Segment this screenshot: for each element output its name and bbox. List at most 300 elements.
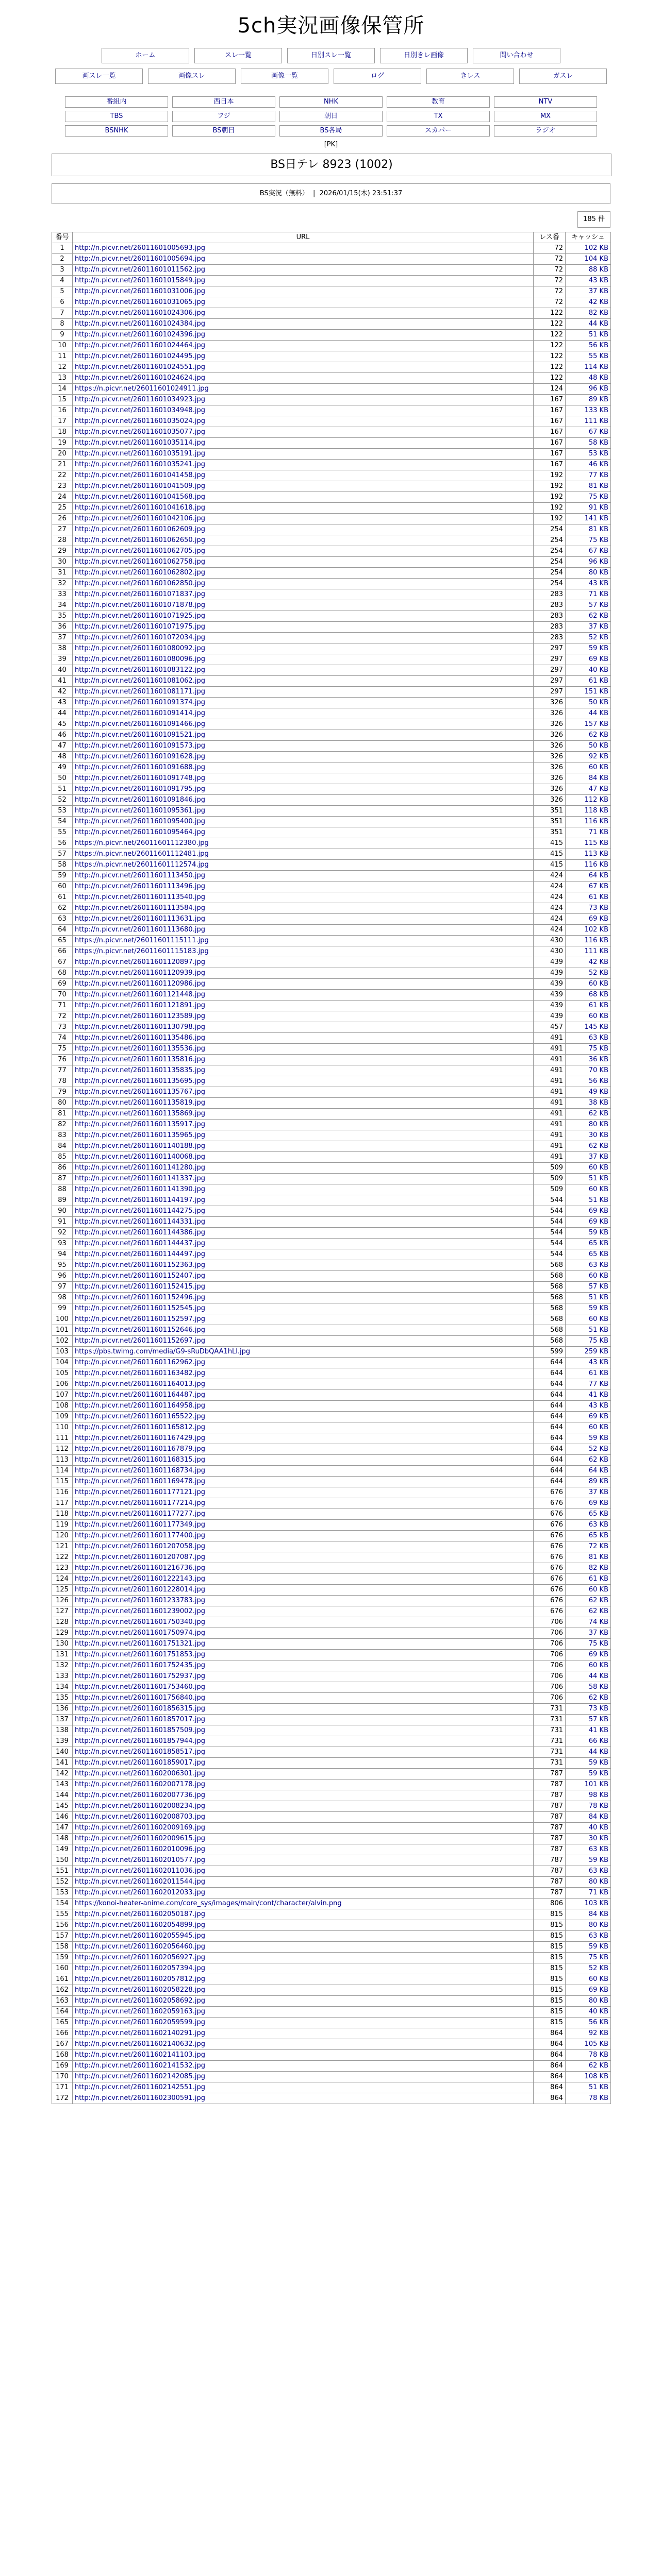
image-url-link[interactable]: http://n.picvr.net/26011601162962.jpg	[75, 1359, 205, 1366]
cache-link[interactable]: 62 KB	[588, 1597, 608, 1604]
cache-link[interactable]: 75 KB	[588, 1640, 608, 1648]
image-url-link[interactable]: http://n.picvr.net/26011602011036.jpg	[75, 1867, 205, 1875]
cache-link[interactable]: 145 KB	[584, 1023, 608, 1031]
nav-secondary-item[interactable]: 画像一覧	[241, 69, 328, 84]
cache-link[interactable]: 61 KB	[588, 1575, 608, 1583]
image-url-link[interactable]: http://n.picvr.net/26011601222143.jpg	[75, 1575, 205, 1583]
cache-link[interactable]: 67 KB	[588, 547, 608, 555]
cache-link[interactable]: 51 KB	[588, 1294, 608, 1301]
cache-link[interactable]: 61 KB	[588, 893, 608, 901]
image-url-link[interactable]: http://n.picvr.net/26011602059599.jpg	[75, 2019, 205, 2026]
image-url-link[interactable]: http://n.picvr.net/26011601858517.jpg	[75, 1748, 205, 1756]
image-url-link[interactable]: http://n.picvr.net/26011601091573.jpg	[75, 742, 205, 750]
channel-link[interactable]: BSNHK	[65, 125, 168, 137]
nav-secondary-item[interactable]: 画スレ一覧	[55, 69, 143, 84]
image-url-link[interactable]: http://n.picvr.net/26011602009615.jpg	[75, 1835, 205, 1842]
cache-link[interactable]: 47 KB	[588, 785, 608, 793]
image-url-link[interactable]: http://n.picvr.net/26011601024464.jpg	[75, 342, 205, 349]
image-url-link[interactable]: http://n.picvr.net/26011601144437.jpg	[75, 1240, 205, 1247]
image-url-link[interactable]: https://n.picvr.net/26011601115111.jpg	[75, 937, 209, 944]
channel-link[interactable]: 番組内	[65, 96, 168, 108]
image-url-link[interactable]: http://n.picvr.net/26011601041458.jpg	[75, 471, 205, 479]
channel-link[interactable]: スカパー	[387, 125, 490, 137]
image-url-link[interactable]: http://n.picvr.net/26011601113496.jpg	[75, 883, 205, 890]
image-url-link[interactable]: http://n.picvr.net/26011601062850.jpg	[75, 580, 205, 587]
image-url-link[interactable]: http://n.picvr.net/26011602011544.jpg	[75, 1878, 205, 1886]
cache-link[interactable]: 116 KB	[584, 937, 608, 944]
image-url-link[interactable]: http://n.picvr.net/26011601121448.jpg	[75, 991, 205, 998]
cache-link[interactable]: 69 KB	[588, 1207, 608, 1215]
cache-link[interactable]: 92 KB	[588, 2029, 608, 2037]
image-url-link[interactable]: http://n.picvr.net/26011601015849.jpg	[75, 277, 205, 284]
image-url-link[interactable]: http://n.picvr.net/26011601144275.jpg	[75, 1207, 205, 1215]
image-url-link[interactable]: http://n.picvr.net/26011601168315.jpg	[75, 1456, 205, 1464]
image-url-link[interactable]: http://n.picvr.net/26011601857944.jpg	[75, 1737, 205, 1745]
cache-link[interactable]: 30 KB	[588, 1131, 608, 1139]
image-url-link[interactable]: http://n.picvr.net/26011601035241.jpg	[75, 461, 205, 468]
cache-link[interactable]: 71 KB	[588, 828, 608, 836]
image-url-link[interactable]: http://n.picvr.net/26011601113584.jpg	[75, 904, 205, 912]
image-url-link[interactable]: http://n.picvr.net/26011601081062.jpg	[75, 677, 205, 685]
image-url-link[interactable]: http://n.picvr.net/26011602059163.jpg	[75, 2008, 205, 2015]
cache-link[interactable]: 55 KB	[588, 352, 608, 360]
image-url-link[interactable]: http://n.picvr.net/26011601144497.jpg	[75, 1250, 205, 1258]
cache-link[interactable]: 80 KB	[588, 1121, 608, 1128]
cache-link[interactable]: 84 KB	[588, 774, 608, 782]
image-url-link[interactable]: http://n.picvr.net/26011601080092.jpg	[75, 645, 205, 652]
cache-link[interactable]: 72 KB	[588, 1543, 608, 1550]
cache-link[interactable]: 50 KB	[588, 699, 608, 706]
cache-link[interactable]: 259 KB	[584, 1348, 608, 1355]
image-url-link[interactable]: http://n.picvr.net/26011601135695.jpg	[75, 1077, 205, 1085]
cache-link[interactable]: 89 KB	[588, 396, 608, 403]
cache-link[interactable]: 59 KB	[588, 1434, 608, 1442]
cache-link[interactable]: 101 KB	[584, 1781, 608, 1788]
cache-link[interactable]: 60 KB	[588, 1315, 608, 1323]
cache-link[interactable]: 67 KB	[588, 428, 608, 436]
cache-link[interactable]: 53 KB	[588, 450, 608, 457]
cache-link[interactable]: 66 KB	[588, 1737, 608, 1745]
image-url-link[interactable]: http://n.picvr.net/26011601091846.jpg	[75, 796, 205, 804]
image-url-link[interactable]: http://n.picvr.net/26011601041509.jpg	[75, 482, 205, 490]
cache-link[interactable]: 60 KB	[588, 1012, 608, 1020]
image-url-link[interactable]: http://n.picvr.net/26011601091374.jpg	[75, 699, 205, 706]
image-url-link[interactable]: http://n.picvr.net/26011601024396.jpg	[75, 331, 205, 338]
cache-link[interactable]: 60 KB	[588, 1662, 608, 1669]
image-url-link[interactable]: http://n.picvr.net/26011601035077.jpg	[75, 428, 205, 436]
image-url-link[interactable]: http://n.picvr.net/26011601177121.jpg	[75, 1488, 205, 1496]
nav-primary-item[interactable]: 問い合わせ	[473, 48, 560, 63]
cache-link[interactable]: 69 KB	[588, 1986, 608, 1994]
cache-link[interactable]: 43 KB	[588, 277, 608, 284]
cache-link[interactable]: 52 KB	[588, 969, 608, 977]
image-url-link[interactable]: http://n.picvr.net/26011601113680.jpg	[75, 926, 205, 934]
cache-link[interactable]: 44 KB	[588, 1748, 608, 1756]
cache-link[interactable]: 51 KB	[588, 1326, 608, 1334]
cache-link[interactable]: 89 KB	[588, 1478, 608, 1485]
image-url-link[interactable]: http://n.picvr.net/26011601042106.jpg	[75, 515, 205, 522]
image-url-link[interactable]: http://n.picvr.net/26011601756840.jpg	[75, 1694, 205, 1702]
image-url-link[interactable]: http://n.picvr.net/26011601177214.jpg	[75, 1499, 205, 1507]
cache-link[interactable]: 52 KB	[588, 634, 608, 641]
cache-link[interactable]: 118 KB	[584, 807, 608, 815]
image-url-link[interactable]: http://n.picvr.net/26011602056927.jpg	[75, 1954, 205, 1961]
channel-link[interactable]: TX	[387, 111, 490, 122]
cache-link[interactable]: 36 KB	[588, 1056, 608, 1063]
image-url-link[interactable]: http://n.picvr.net/26011602055945.jpg	[75, 1932, 205, 1940]
image-url-link[interactable]: http://n.picvr.net/26011601091466.jpg	[75, 720, 205, 728]
image-url-link[interactable]: http://n.picvr.net/26011601177277.jpg	[75, 1510, 205, 1518]
cache-link[interactable]: 71 KB	[588, 590, 608, 598]
image-url-link[interactable]: http://n.picvr.net/26011601041618.jpg	[75, 504, 205, 512]
image-url-link[interactable]: http://n.picvr.net/26011601152545.jpg	[75, 1304, 205, 1312]
channel-link[interactable]: 教育	[387, 96, 490, 108]
cache-link[interactable]: 40 KB	[588, 1824, 608, 1832]
image-url-link[interactable]: http://n.picvr.net/26011601152496.jpg	[75, 1294, 205, 1301]
cache-link[interactable]: 58 KB	[588, 439, 608, 447]
image-url-link[interactable]: http://n.picvr.net/26011601135965.jpg	[75, 1131, 205, 1139]
cache-link[interactable]: 151 KB	[584, 688, 608, 696]
image-url-link[interactable]: http://n.picvr.net/26011602058692.jpg	[75, 1997, 205, 2005]
cache-link[interactable]: 57 KB	[588, 1716, 608, 1723]
cache-link[interactable]: 43 KB	[588, 1402, 608, 1410]
image-url-link[interactable]: http://n.picvr.net/26011601751853.jpg	[75, 1651, 205, 1658]
cache-link[interactable]: 37 KB	[588, 1153, 608, 1161]
cache-link[interactable]: 81 KB	[588, 482, 608, 490]
image-url-link[interactable]: http://n.picvr.net/26011601091628.jpg	[75, 753, 205, 760]
image-url-link[interactable]: http://n.picvr.net/26011601113450.jpg	[75, 872, 205, 879]
cache-link[interactable]: 88 KB	[588, 266, 608, 274]
channel-link[interactable]: BS朝日	[172, 125, 275, 137]
cache-link[interactable]: 96 KB	[588, 558, 608, 566]
image-url-link[interactable]: http://n.picvr.net/26011601062758.jpg	[75, 558, 205, 566]
image-url-link[interactable]: http://n.picvr.net/26011602054899.jpg	[75, 1921, 205, 1929]
image-url-link[interactable]: http://n.picvr.net/26011602141103.jpg	[75, 2051, 205, 2059]
cache-link[interactable]: 75 KB	[588, 493, 608, 501]
cache-link[interactable]: 104 KB	[584, 255, 608, 263]
cache-link[interactable]: 62 KB	[588, 731, 608, 739]
cache-link[interactable]: 63 KB	[588, 1521, 608, 1529]
cache-link[interactable]: 60 KB	[588, 980, 608, 988]
image-url-link[interactable]: https://n.picvr.net/26011601112380.jpg	[75, 839, 209, 847]
cache-link[interactable]: 64 KB	[588, 872, 608, 879]
image-url-link[interactable]: http://n.picvr.net/26011601141337.jpg	[75, 1175, 205, 1182]
cache-link[interactable]: 43 KB	[588, 580, 608, 587]
image-url-link[interactable]: http://n.picvr.net/26011601207087.jpg	[75, 1553, 205, 1561]
image-url-link[interactable]: http://n.picvr.net/26011601005694.jpg	[75, 255, 205, 263]
image-url-link[interactable]: http://n.picvr.net/26011601135767.jpg	[75, 1088, 205, 1096]
image-url-link[interactable]: http://n.picvr.net/26011602007736.jpg	[75, 1791, 205, 1799]
image-url-link[interactable]: https://n.picvr.net/26011601112481.jpg	[75, 850, 209, 858]
cache-link[interactable]: 84 KB	[588, 1910, 608, 1918]
image-url-link[interactable]: http://n.picvr.net/26011601071925.jpg	[75, 612, 205, 620]
channel-link[interactable]: ラジオ	[494, 125, 597, 137]
image-url-link[interactable]: http://n.picvr.net/26011601091521.jpg	[75, 731, 205, 739]
cache-link[interactable]: 51 KB	[588, 331, 608, 338]
image-url-link[interactable]: http://n.picvr.net/26011601135536.jpg	[75, 1045, 205, 1053]
image-url-link[interactable]: http://n.picvr.net/26011601123589.jpg	[75, 1012, 205, 1020]
cache-link[interactable]: 80 KB	[588, 1878, 608, 1886]
image-url-link[interactable]: http://n.picvr.net/26011601750974.jpg	[75, 1629, 205, 1637]
image-url-link[interactable]: http://n.picvr.net/26011601062705.jpg	[75, 547, 205, 555]
image-url-link[interactable]: http://n.picvr.net/26011601164958.jpg	[75, 1402, 205, 1410]
nav-primary-item[interactable]: ホーム	[102, 48, 189, 63]
channel-link[interactable]: NTV	[494, 96, 597, 108]
image-url-link[interactable]: http://n.picvr.net/26011602142085.jpg	[75, 2073, 205, 2080]
image-url-link[interactable]: https://n.picvr.net/26011601112574.jpg	[75, 861, 209, 869]
cache-link[interactable]: 64 KB	[588, 1467, 608, 1475]
image-url-link[interactable]: http://n.picvr.net/26011601177400.jpg	[75, 1532, 205, 1539]
cache-link[interactable]: 81 KB	[588, 526, 608, 533]
cache-link[interactable]: 112 KB	[584, 796, 608, 804]
image-url-link[interactable]: http://n.picvr.net/26011601152597.jpg	[75, 1315, 205, 1323]
cache-link[interactable]: 60 KB	[588, 1975, 608, 1983]
cache-link[interactable]: 80 KB	[588, 569, 608, 577]
cache-link[interactable]: 48 KB	[588, 374, 608, 382]
image-url-link[interactable]: https://pbs.twimg.com/media/G9-sRuDbQAA1hLl.jpg	[75, 1348, 251, 1355]
image-url-link[interactable]: http://n.picvr.net/26011601165812.jpg	[75, 1423, 205, 1431]
cache-link[interactable]: 73 KB	[588, 904, 608, 912]
image-url-link[interactable]: http://n.picvr.net/26011601113631.jpg	[75, 915, 205, 923]
cache-link[interactable]: 61 KB	[588, 1369, 608, 1377]
cache-link[interactable]: 49 KB	[588, 1088, 608, 1096]
cache-link[interactable]: 116 KB	[584, 818, 608, 825]
cache-link[interactable]: 62 KB	[588, 1607, 608, 1615]
image-url-link[interactable]: http://n.picvr.net/26011601857509.jpg	[75, 1726, 205, 1734]
cache-link[interactable]: 51 KB	[588, 2083, 608, 2091]
cache-link[interactable]: 74 KB	[588, 1618, 608, 1626]
cache-link[interactable]: 59 KB	[588, 1304, 608, 1312]
image-url-link[interactable]: http://n.picvr.net/26011601167429.jpg	[75, 1434, 205, 1442]
cache-link[interactable]: 103 KB	[584, 1900, 608, 1907]
cache-link[interactable]: 111 KB	[584, 417, 608, 425]
image-url-link[interactable]: http://n.picvr.net/26011601035114.jpg	[75, 439, 205, 447]
image-url-link[interactable]: http://n.picvr.net/26011602140291.jpg	[75, 2029, 205, 2037]
channel-link[interactable]: BS各局	[279, 125, 383, 137]
cache-link[interactable]: 38 KB	[588, 1099, 608, 1107]
cache-link[interactable]: 58 KB	[588, 1683, 608, 1691]
cache-link[interactable]: 78 KB	[588, 1802, 608, 1810]
image-url-link[interactable]: http://n.picvr.net/26011601062802.jpg	[75, 569, 205, 577]
cache-link[interactable]: 52 KB	[588, 1445, 608, 1453]
image-url-link[interactable]: http://n.picvr.net/26011601035191.jpg	[75, 450, 205, 457]
cache-link[interactable]: 102 KB	[584, 244, 608, 252]
cache-link[interactable]: 62 KB	[588, 2062, 608, 2070]
cache-link[interactable]: 56 KB	[588, 1077, 608, 1085]
image-url-link[interactable]: http://n.picvr.net/26011601164487.jpg	[75, 1391, 205, 1399]
image-url-link[interactable]: http://n.picvr.net/26011602142551.jpg	[75, 2083, 205, 2091]
image-url-link[interactable]: http://n.picvr.net/26011601091795.jpg	[75, 785, 205, 793]
cache-link[interactable]: 81 KB	[588, 1553, 608, 1561]
cache-link[interactable]: 65 KB	[588, 1510, 608, 1518]
image-url-link[interactable]: http://n.picvr.net/26011601120939.jpg	[75, 969, 205, 977]
pk-link[interactable]: [PK]	[324, 141, 338, 148]
cache-link[interactable]: 92 KB	[588, 753, 608, 760]
image-url-link[interactable]: http://n.picvr.net/26011601095400.jpg	[75, 818, 205, 825]
image-url-link[interactable]: http://n.picvr.net/26011601752937.jpg	[75, 1672, 205, 1680]
board-label[interactable]: BS実況（無料）	[259, 190, 309, 197]
image-url-link[interactable]: http://n.picvr.net/26011601859017.jpg	[75, 1759, 205, 1767]
cache-link[interactable]: 116 KB	[584, 861, 608, 869]
cache-link[interactable]: 69 KB	[588, 1499, 608, 1507]
cache-link[interactable]: 60 KB	[588, 1164, 608, 1172]
image-url-link[interactable]: http://n.picvr.net/26011602007178.jpg	[75, 1781, 205, 1788]
image-url-link[interactable]: http://n.picvr.net/26011602008234.jpg	[75, 1802, 205, 1810]
channel-link[interactable]: MX	[494, 111, 597, 122]
image-url-link[interactable]: http://n.picvr.net/26011601152697.jpg	[75, 1337, 205, 1345]
cache-link[interactable]: 59 KB	[588, 645, 608, 652]
cache-link[interactable]: 50 KB	[588, 742, 608, 750]
cache-link[interactable]: 75 KB	[588, 536, 608, 544]
image-url-link[interactable]: http://n.picvr.net/26011602006301.jpg	[75, 1770, 205, 1777]
image-url-link[interactable]: http://n.picvr.net/26011601041568.jpg	[75, 493, 205, 501]
image-url-link[interactable]: http://n.picvr.net/26011601141390.jpg	[75, 1185, 205, 1193]
image-url-link[interactable]: http://n.picvr.net/26011601011562.jpg	[75, 266, 205, 274]
nav-secondary-item[interactable]: きレス	[426, 69, 514, 84]
cache-link[interactable]: 80 KB	[588, 1921, 608, 1929]
cache-link[interactable]: 69 KB	[588, 1218, 608, 1226]
cache-link[interactable]: 62 KB	[588, 1456, 608, 1464]
image-url-link[interactable]: http://n.picvr.net/26011601031006.jpg	[75, 287, 205, 295]
cache-link[interactable]: 42 KB	[588, 958, 608, 966]
image-url-link[interactable]: http://n.picvr.net/26011601080096.jpg	[75, 655, 205, 663]
cache-link[interactable]: 57 KB	[588, 1283, 608, 1291]
image-url-link[interactable]: http://n.picvr.net/26011601081171.jpg	[75, 688, 205, 696]
channel-link[interactable]: 西日本	[172, 96, 275, 108]
cache-link[interactable]: 40 KB	[588, 2008, 608, 2015]
cache-link[interactable]: 59 KB	[588, 1856, 608, 1864]
image-url-link[interactable]: http://n.picvr.net/26011602008703.jpg	[75, 1813, 205, 1821]
cache-link[interactable]: 63 KB	[588, 1845, 608, 1853]
image-url-link[interactable]: http://n.picvr.net/26011601164013.jpg	[75, 1380, 205, 1388]
cache-link[interactable]: 65 KB	[588, 1250, 608, 1258]
image-url-link[interactable]: http://n.picvr.net/26011601024624.jpg	[75, 374, 205, 382]
nav-secondary-item[interactable]: 画像スレ	[148, 69, 236, 84]
cache-link[interactable]: 46 KB	[588, 461, 608, 468]
cache-link[interactable]: 157 KB	[584, 720, 608, 728]
image-url-link[interactable]: https://konoi-heater-anime.com/core_sys/images/main/cont/character/alvin.png	[75, 1900, 342, 1907]
cache-link[interactable]: 62 KB	[588, 1142, 608, 1150]
nav-primary-item[interactable]: スレ一覧	[194, 48, 282, 63]
image-url-link[interactable]: http://n.picvr.net/26011601165522.jpg	[75, 1413, 205, 1420]
cache-link[interactable]: 115 KB	[584, 839, 608, 847]
cache-link[interactable]: 63 KB	[588, 1261, 608, 1269]
image-url-link[interactable]: http://n.picvr.net/26011601120897.jpg	[75, 958, 205, 966]
image-url-link[interactable]: http://n.picvr.net/26011601753460.jpg	[75, 1683, 205, 1691]
cache-link[interactable]: 41 KB	[588, 1391, 608, 1399]
image-url-link[interactable]: http://n.picvr.net/26011601228014.jpg	[75, 1586, 205, 1594]
cache-link[interactable]: 61 KB	[588, 677, 608, 685]
image-url-link[interactable]: http://n.picvr.net/26011601091688.jpg	[75, 764, 205, 771]
cache-link[interactable]: 75 KB	[588, 1954, 608, 1961]
image-url-link[interactable]: http://n.picvr.net/26011601152363.jpg	[75, 1261, 205, 1269]
image-url-link[interactable]: http://n.picvr.net/26011601144386.jpg	[75, 1229, 205, 1236]
image-url-link[interactable]: http://n.picvr.net/26011602141532.jpg	[75, 2062, 205, 2070]
cache-link[interactable]: 111 KB	[584, 947, 608, 955]
image-url-link[interactable]: http://n.picvr.net/26011601113540.jpg	[75, 893, 205, 901]
nav-primary-item[interactable]: 日別スレ一覧	[287, 48, 375, 63]
cache-link[interactable]: 70 KB	[588, 1066, 608, 1074]
image-url-link[interactable]: http://n.picvr.net/26011602300591.jpg	[75, 2094, 205, 2102]
image-url-link[interactable]: http://n.picvr.net/26011601144331.jpg	[75, 1218, 205, 1226]
cache-link[interactable]: 37 KB	[588, 623, 608, 631]
image-url-link[interactable]: http://n.picvr.net/26011601005693.jpg	[75, 244, 205, 252]
cache-link[interactable]: 56 KB	[588, 2019, 608, 2026]
image-url-link[interactable]: http://n.picvr.net/26011601072034.jpg	[75, 634, 205, 641]
cache-link[interactable]: 133 KB	[584, 406, 608, 414]
channel-link[interactable]: NHK	[279, 96, 383, 108]
image-url-link[interactable]: http://n.picvr.net/26011601168734.jpg	[75, 1467, 205, 1475]
cache-link[interactable]: 44 KB	[588, 320, 608, 328]
cache-link[interactable]: 69 KB	[588, 1413, 608, 1420]
cache-link[interactable]: 69 KB	[588, 915, 608, 923]
image-url-link[interactable]: http://n.picvr.net/26011601857017.jpg	[75, 1716, 205, 1723]
nav-secondary-item[interactable]: ガスレ	[519, 69, 607, 84]
image-url-link[interactable]: http://n.picvr.net/26011601095464.jpg	[75, 828, 205, 836]
image-url-link[interactable]: http://n.picvr.net/26011601035024.jpg	[75, 417, 205, 425]
image-url-link[interactable]: http://n.picvr.net/26011601062650.jpg	[75, 536, 205, 544]
image-url-link[interactable]: https://n.picvr.net/26011601115183.jpg	[75, 947, 209, 955]
cache-link[interactable]: 56 KB	[588, 342, 608, 349]
image-url-link[interactable]: http://n.picvr.net/26011601071975.jpg	[75, 623, 205, 631]
image-url-link[interactable]: http://n.picvr.net/26011601024384.jpg	[75, 320, 205, 328]
cache-link[interactable]: 63 KB	[588, 1932, 608, 1940]
image-url-link[interactable]: http://n.picvr.net/26011601130798.jpg	[75, 1023, 205, 1031]
image-url-link[interactable]: http://n.picvr.net/26011601177349.jpg	[75, 1521, 205, 1529]
cache-link[interactable]: 52 KB	[588, 1964, 608, 1972]
cache-link[interactable]: 60 KB	[588, 1185, 608, 1193]
image-url-link[interactable]: http://n.picvr.net/26011601120986.jpg	[75, 980, 205, 988]
cache-link[interactable]: 60 KB	[588, 1586, 608, 1594]
image-url-link[interactable]: http://n.picvr.net/26011601152407.jpg	[75, 1272, 205, 1280]
cache-link[interactable]: 113 KB	[584, 850, 608, 858]
cache-link[interactable]: 62 KB	[588, 612, 608, 620]
cache-link[interactable]: 98 KB	[588, 1791, 608, 1799]
cache-link[interactable]: 80 KB	[588, 1997, 608, 2005]
image-url-link[interactable]: http://n.picvr.net/26011601140188.jpg	[75, 1142, 205, 1150]
image-url-link[interactable]: http://n.picvr.net/26011602057394.jpg	[75, 1964, 205, 1972]
cache-link[interactable]: 43 KB	[588, 1359, 608, 1366]
cache-link[interactable]: 69 KB	[588, 1651, 608, 1658]
image-url-link[interactable]: http://n.picvr.net/26011601031065.jpg	[75, 298, 205, 306]
image-url-link[interactable]: http://n.picvr.net/26011601135816.jpg	[75, 1056, 205, 1063]
image-url-link[interactable]: http://n.picvr.net/26011601751321.jpg	[75, 1640, 205, 1648]
cache-link[interactable]: 77 KB	[588, 1380, 608, 1388]
cache-link[interactable]: 59 KB	[588, 1759, 608, 1767]
cache-link[interactable]: 59 KB	[588, 1770, 608, 1777]
cache-link[interactable]: 65 KB	[588, 1532, 608, 1539]
image-url-link[interactable]: http://n.picvr.net/26011601152415.jpg	[75, 1283, 205, 1291]
cache-link[interactable]: 37 KB	[588, 1488, 608, 1496]
image-url-link[interactable]: http://n.picvr.net/26011601121891.jpg	[75, 1002, 205, 1009]
image-url-link[interactable]: http://n.picvr.net/26011602010577.jpg	[75, 1856, 205, 1864]
image-url-link[interactable]: http://n.picvr.net/26011602012033.jpg	[75, 1889, 205, 1896]
image-url-link[interactable]: http://n.picvr.net/26011601167879.jpg	[75, 1445, 205, 1453]
image-url-link[interactable]: http://n.picvr.net/26011601135917.jpg	[75, 1121, 205, 1128]
cache-link[interactable]: 44 KB	[588, 709, 608, 717]
image-url-link[interactable]: http://n.picvr.net/26011601752435.jpg	[75, 1662, 205, 1669]
image-url-link[interactable]: http://n.picvr.net/26011601024495.jpg	[75, 352, 205, 360]
cache-link[interactable]: 62 KB	[588, 1694, 608, 1702]
image-url-link[interactable]: http://n.picvr.net/26011601135869.jpg	[75, 1110, 205, 1117]
image-url-link[interactable]: http://n.picvr.net/26011601233783.jpg	[75, 1597, 205, 1604]
image-url-link[interactable]: http://n.picvr.net/26011601135486.jpg	[75, 1034, 205, 1042]
cache-link[interactable]: 63 KB	[588, 1034, 608, 1042]
image-url-link[interactable]: http://n.picvr.net/26011601083122.jpg	[75, 666, 205, 674]
image-url-link[interactable]: http://n.picvr.net/26011601135835.jpg	[75, 1066, 205, 1074]
nav-primary-item[interactable]: 日別きレ画像	[380, 48, 468, 63]
cache-link[interactable]: 102 KB	[584, 926, 608, 934]
